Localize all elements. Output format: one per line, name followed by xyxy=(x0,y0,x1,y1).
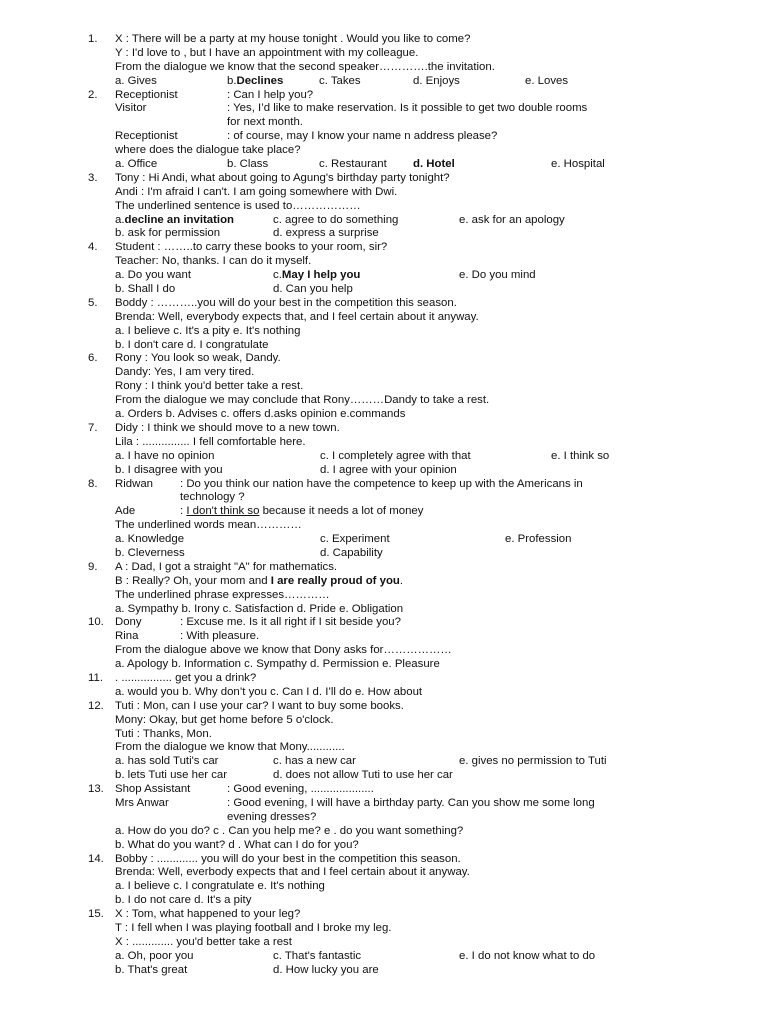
question-number: 4. xyxy=(88,241,98,254)
question-text-line xyxy=(0,839,768,853)
question-number: 12. xyxy=(88,699,104,712)
answer-option: b. Class xyxy=(227,158,269,171)
options-row xyxy=(0,533,768,547)
dialog-line xyxy=(0,575,768,589)
question-text-line xyxy=(0,172,768,186)
question-text-line xyxy=(0,519,768,533)
answer-option: b. Declines xyxy=(227,74,284,87)
text-pre: B : Really? Oh, your mom and xyxy=(115,574,271,587)
text-line: Tuti : Mon, can I use your car? I want to buy some books. xyxy=(115,699,404,712)
text-line: X : Tom, what happened to your leg? xyxy=(115,908,301,921)
underlined-phrase: I don't think so xyxy=(186,505,260,518)
question-6 xyxy=(0,352,768,421)
answer-option: e. Hospital xyxy=(551,158,605,171)
speaker-text: : Do you think our nation have the competence to keep up with the Americans in xyxy=(180,477,583,490)
question-number: 8. xyxy=(88,477,98,490)
question-text-line xyxy=(0,33,768,47)
question-14 xyxy=(0,853,768,909)
options-row xyxy=(0,964,768,978)
question-text-line xyxy=(0,700,768,714)
answer-option: a. Office xyxy=(115,158,158,171)
question-text-line xyxy=(0,144,768,158)
question-8 xyxy=(0,478,768,561)
question-text-line xyxy=(0,672,768,686)
speaker-text: : Can I help you? xyxy=(227,88,314,101)
speaker-text: : With pleasure. xyxy=(180,630,260,643)
question-number: 15. xyxy=(88,908,104,921)
question-text-line xyxy=(0,589,768,603)
text-line: A : Dad, I got a straight "A" for mathematics. xyxy=(115,560,338,573)
answer-option: c. Experiment xyxy=(320,533,390,546)
question-number: 6. xyxy=(88,352,98,365)
text-line: Tony : Hi Andi, what about going to Agung's birthday party tonight? xyxy=(115,171,450,184)
answer-option: b. That's great xyxy=(115,963,188,976)
question-number: 14. xyxy=(88,852,104,865)
answer-option: b. Shall I do xyxy=(115,283,176,296)
answer-option: c. Restaurant xyxy=(319,158,387,171)
answer-option: c. I completely agree with that xyxy=(320,449,471,462)
answer-option: b. Cleverness xyxy=(115,546,185,559)
answer-option: e. gives no permission to Tuti xyxy=(459,755,607,768)
options-row xyxy=(0,227,768,241)
text-line: a. How do you do? c . Can you help me? e . do you want something? xyxy=(115,824,464,837)
speaker-text: evening dresses? xyxy=(227,810,317,823)
speaker-name: Receptionist xyxy=(115,88,178,101)
text-line: Tuti : Thanks, Mon. xyxy=(115,727,212,740)
options-row xyxy=(0,269,768,283)
question-text-line xyxy=(0,200,768,214)
question-text-line xyxy=(0,908,768,922)
text-line: Brenda: Well, everbody expects that and I feel certain about it anyway. xyxy=(115,866,470,879)
text-line: Y : I'd love to , but I have an appointment with my colleague. xyxy=(115,46,419,59)
question-text-line xyxy=(0,394,768,408)
options-row xyxy=(0,450,768,464)
question-text-line xyxy=(0,255,768,269)
dialog-line xyxy=(0,130,768,144)
question-text-line xyxy=(0,880,768,894)
text-line: Lila : ............... I fell comfortable here. xyxy=(115,435,306,448)
text-line: a. Sympathy b. Irony c. Satisfaction d. Pride e. Obligation xyxy=(115,602,404,615)
text-line: Dandy: Yes, I am very tired. xyxy=(115,366,255,379)
correct-answer: decline an invitation xyxy=(124,213,234,226)
question-text-line xyxy=(0,686,768,700)
text-line: Andi : I'm afraid I can't. I am going somewhere with Dwi. xyxy=(115,185,398,198)
answer-option: a. has sold Tuti's car xyxy=(115,755,219,768)
text-line: Student : ……..to carry these books to your room, sir? xyxy=(115,241,388,254)
options-row xyxy=(0,755,768,769)
question-text-line xyxy=(0,825,768,839)
question-text-line xyxy=(0,186,768,200)
speaker-text: : Excuse me. Is it all right if I sit beside you? xyxy=(180,616,401,629)
speaker-text: for next month. xyxy=(227,116,303,129)
question-text-line xyxy=(0,241,768,255)
dialog-line xyxy=(0,630,768,644)
dialog-line xyxy=(0,797,768,811)
question-number: 10. xyxy=(88,616,104,629)
speaker-name: Visitor xyxy=(115,102,147,115)
dialog-line xyxy=(0,478,768,492)
speaker-text-rest: because it needs a lot of money xyxy=(259,505,424,518)
answer-option: a. decline an invitation xyxy=(115,213,234,226)
answer-option: e. I think so xyxy=(551,449,610,462)
speaker-text: : Good evening, .................... xyxy=(227,783,374,796)
answer-option: c. That's fantastic xyxy=(273,949,362,962)
answer-option: d. I agree with your opinion xyxy=(320,463,457,476)
answer-option: e. I do not know what to do xyxy=(459,949,596,962)
speaker-name: Ridwan xyxy=(115,477,153,490)
question-3 xyxy=(0,172,768,241)
correct-answer: d. Hotel xyxy=(413,158,455,171)
question-text-line xyxy=(0,325,768,339)
answer-option: a. Do you want xyxy=(115,269,191,282)
dialog-line xyxy=(0,89,768,103)
question-4 xyxy=(0,241,768,297)
question-12 xyxy=(0,700,768,783)
question-13 xyxy=(0,783,768,852)
options-row xyxy=(0,464,768,478)
dialog-line xyxy=(0,116,768,130)
question-text-line xyxy=(0,728,768,742)
dialog-line xyxy=(0,783,768,797)
question-number: 9. xyxy=(88,560,98,573)
question-text-line xyxy=(0,894,768,908)
text-line: Mony: Okay, but get home before 5 o'clock. xyxy=(115,713,334,726)
question-text-line xyxy=(0,561,768,575)
question-15 xyxy=(0,908,768,977)
question-number: 1. xyxy=(88,33,98,45)
correct-answer: May I help you xyxy=(281,269,361,282)
text-line: a. would you b. Why don’t you c. Can I d. I’ll do e. How about xyxy=(115,685,423,698)
question-text-line xyxy=(0,866,768,880)
text-line: Teacher: No, thanks. I can do it myself. xyxy=(115,255,312,268)
question-number: 2. xyxy=(88,88,98,101)
answer-option: b. I disagree with you xyxy=(115,463,223,476)
question-text-line xyxy=(0,436,768,450)
dialog-line xyxy=(0,491,768,505)
answer-option: a. Gives xyxy=(115,74,157,87)
text-line: The underlined sentence is used to……………… xyxy=(115,199,361,212)
speaker-text: technology ? xyxy=(180,491,245,504)
answer-option: c. agree to do something xyxy=(273,213,399,226)
answer-option: d. does not allow Tuti to use her car xyxy=(273,769,453,782)
speaker-text: : Good evening, I will have a birthday party. Can you show me some long xyxy=(227,796,595,809)
options-row xyxy=(0,769,768,783)
question-text-line xyxy=(0,352,768,366)
question-text-line xyxy=(0,741,768,755)
question-10 xyxy=(0,616,768,672)
question-text-line xyxy=(0,714,768,728)
dialog-line xyxy=(0,505,768,519)
text-line: From the dialogue we know that the second speaker………….the invitation. xyxy=(115,60,495,73)
answer-option: d. Enjoys xyxy=(413,74,460,87)
dialog-line xyxy=(0,616,768,630)
text-line: a. I believe c. It's a pity e. It's nothing xyxy=(115,324,301,337)
text-line: Didy : I think we should move to a new town. xyxy=(115,421,340,434)
exam-page xyxy=(0,33,768,978)
text-line: T : I fell when I was playing football and I broke my leg. xyxy=(115,922,392,934)
highlighted-phrase: I are really proud of you xyxy=(270,574,400,587)
speaker-text: : Yes, I’d like to make reservation. Is it possible to get two double rooms xyxy=(227,102,588,115)
answer-option: e. Do you mind xyxy=(459,269,536,282)
dialog-line xyxy=(0,811,768,825)
text-line: a. I believe c. I congratulate e. It's nothing xyxy=(115,880,325,893)
speaker-name: Mrs Anwar xyxy=(115,796,169,809)
question-text-line xyxy=(0,366,768,380)
text-line: . ................ get you a drink? xyxy=(115,671,257,684)
speaker-name: Ade xyxy=(115,505,136,518)
answer-option: c. has a new car xyxy=(273,755,356,768)
options-row xyxy=(0,75,768,89)
text-line: a. Orders b. Advises c. offers d.asks opinion e.commands xyxy=(115,408,406,421)
answer-option: d. Can you help xyxy=(273,283,353,296)
question-text-line xyxy=(0,408,768,422)
question-11 xyxy=(0,672,768,700)
options-row xyxy=(0,950,768,964)
answer-option: e. Profession xyxy=(505,533,572,546)
question-number: 3. xyxy=(88,171,98,184)
question-text-line xyxy=(0,311,768,325)
speaker-name: Shop Assistant xyxy=(115,783,191,796)
text-line: X : ............. you'd better take a rest xyxy=(115,935,292,948)
text-post: . xyxy=(399,574,404,587)
text-line: The underlined phrase expresses………… xyxy=(115,588,330,601)
text-line: Rony : You look so weak, Dandy. xyxy=(115,352,281,365)
answer-option: c. Takes xyxy=(319,74,361,87)
question-7 xyxy=(0,422,768,478)
text-line: Bobby : ............. you will do your best in the competition this season. xyxy=(115,852,461,865)
speaker-text: : of course, may I know your name n address please? xyxy=(227,130,498,143)
question-text-line xyxy=(0,644,768,658)
text-line: The underlined words mean………… xyxy=(115,519,302,532)
speaker-name: Rina xyxy=(115,630,139,643)
speaker-text: : I don't think so because it needs a lot of money xyxy=(180,505,424,518)
text-line: X : There will be a party at my house tonight . Would you like to come? xyxy=(115,33,471,45)
text-line: From the dialogue we may conclude that Rony………Dandy to take a rest. xyxy=(115,394,490,407)
answer-option: a. Oh, poor you xyxy=(115,949,194,962)
question-text-line xyxy=(0,380,768,394)
answer-option: d. How lucky you are xyxy=(273,963,379,976)
question-number: 13. xyxy=(88,783,104,796)
text-line: a. Apology b. Information c. Sympathy d. Permission e. Pleasure xyxy=(115,658,440,671)
text-line: Brenda: Well, everybody expects that, and I feel certain about it anyway. xyxy=(115,310,479,323)
question-text-line xyxy=(0,61,768,75)
question-1 xyxy=(0,33,768,89)
answer-option: b. lets Tuti use her car xyxy=(115,769,228,782)
question-5 xyxy=(0,297,768,353)
text-line: b. I do not care d. It's a pity xyxy=(115,894,252,907)
question-text-line xyxy=(0,922,768,936)
question-text-line xyxy=(0,853,768,867)
question-number: 5. xyxy=(88,296,98,309)
answer-option: a. Knowledge xyxy=(115,533,185,546)
question-text-line xyxy=(0,603,768,617)
question-text-line xyxy=(0,422,768,436)
question-text-line xyxy=(0,339,768,353)
answer-option: a. I have no opinion xyxy=(115,449,215,462)
options-row xyxy=(0,547,768,561)
text-line: From the dialogue above we know that Dony asks for……………… xyxy=(115,644,452,657)
speaker-name: Receptionist xyxy=(115,130,178,143)
answer-option: e. ask for an apology xyxy=(459,213,565,226)
answer-option: b. ask for permission xyxy=(115,227,221,240)
answer-option: d. Capability xyxy=(320,546,383,559)
question-2 xyxy=(0,89,768,172)
options-row xyxy=(0,214,768,228)
question-number: 11. xyxy=(88,671,103,684)
text-line: Boddy : ………..you will do your best in the competition this season. xyxy=(115,296,457,309)
text-line xyxy=(115,575,403,589)
text-line: b. I don't care d. I congratulate xyxy=(115,338,269,351)
question-9 xyxy=(0,561,768,617)
options-row xyxy=(0,158,768,172)
dialog-line xyxy=(0,102,768,116)
text-line: From the dialogue we know that Mony............ xyxy=(115,741,345,754)
speaker-name: Dony xyxy=(115,616,142,629)
answer-option: e. Loves xyxy=(525,74,569,87)
answer-option: d. express a surprise xyxy=(273,227,379,240)
question-text-line xyxy=(0,47,768,61)
text-line: Rony : I think you'd better take a rest. xyxy=(115,380,304,393)
text-line: b. What do you want? d . What can I do for you? xyxy=(115,838,359,851)
question-number: 7. xyxy=(88,421,98,434)
question-text-line xyxy=(0,658,768,672)
question-text-line xyxy=(0,936,768,950)
question-text-line xyxy=(0,297,768,311)
correct-answer: Declines xyxy=(236,74,284,87)
answer-option: c. May I help you xyxy=(273,269,361,282)
text-line: where does the dialogue take place? xyxy=(115,144,301,157)
options-row xyxy=(0,283,768,297)
